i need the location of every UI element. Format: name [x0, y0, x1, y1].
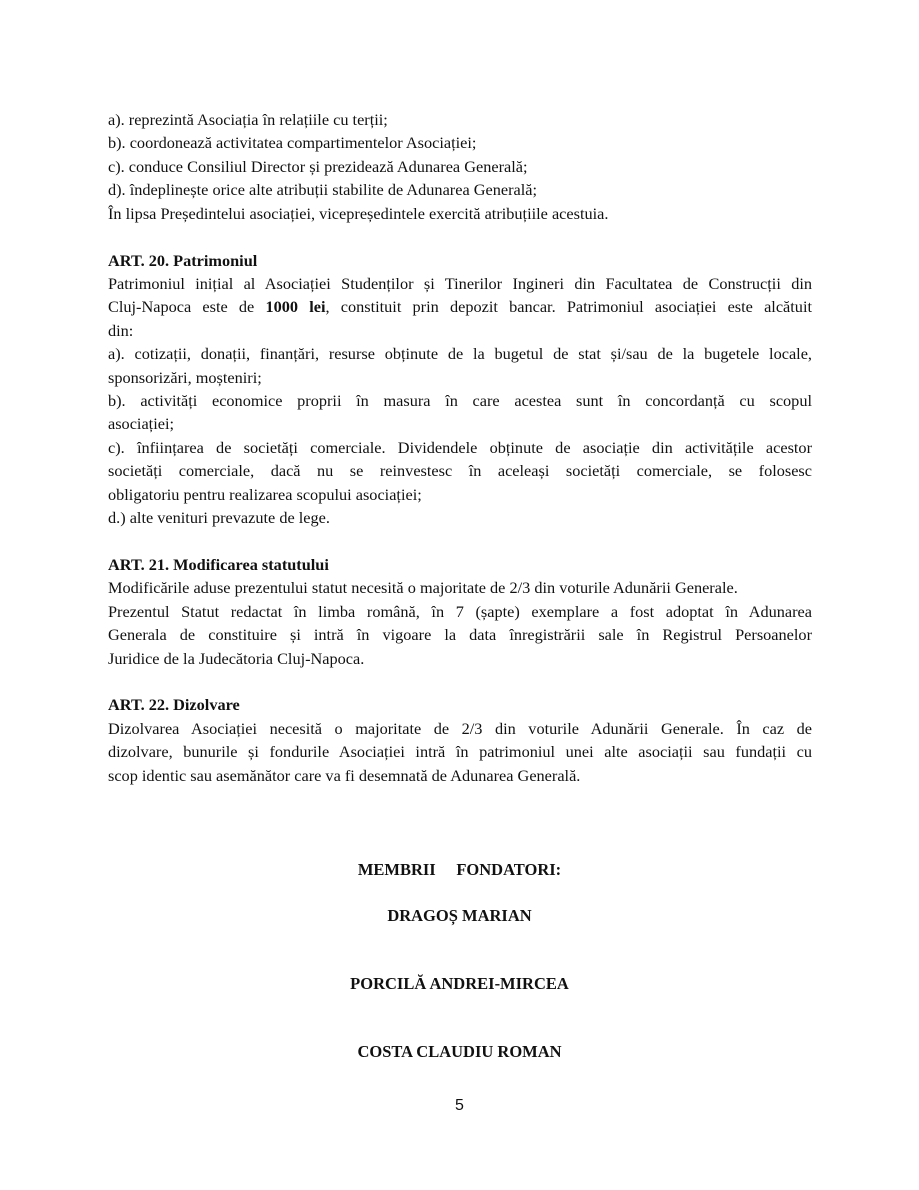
paragraph-line: Juridice de la Judecătoria Cluj-Napoca. [108, 648, 365, 668]
paragraph-line: din: [108, 320, 134, 340]
paragraph-line: Dizolvarea Asociației necesită o majoritate de 2/3 din voturile Adunării Generale. În caz de [108, 718, 812, 738]
art21-section [108, 553, 812, 670]
founders-title: MEMBRII FONDATORI: [357, 860, 562, 879]
list-item: b). activități economice proprii în masura în care acestea sunt în concordanță cu scopul [108, 390, 812, 410]
text: , constituit prin depozit bancar. Patrimoniul asociației este alcătuit [325, 297, 812, 317]
list-item: a). cotizații, donații, finanțări, resurse obținute de la bugetul de stat și/sau de la bugetele locale, [108, 344, 812, 364]
founder-name: COSTA CLAUDIU ROMAN [357, 1042, 562, 1061]
art22-section [108, 693, 812, 787]
paragraph-line: Modificările aduse prezentului statut necesită o majoritate de 2/3 din voturile Adunării Generale. [108, 578, 738, 598]
list-item: b). coordonează activitatea compartimentelor Asociației; [108, 133, 477, 153]
amount: 1000 lei [265, 297, 326, 317]
paragraph-line: În lipsa Președintelui asociației, vicepreședintele exercită atribuțiile acestuia. [108, 203, 609, 223]
founder-name: DRAGOȘ MARIAN [387, 906, 532, 925]
paragraph-line: Patrimoniul inițial al Asociației Studenților și Tinerilor Ingineri din Facultatea de Construcții din [108, 273, 812, 293]
paragraph-line: Prezentul Statut redactat în limba română, în 7 (șapte) exemplare a fost adoptat în Adunarea [108, 601, 812, 621]
section-heading: ART. 21. Modificarea statutului [108, 554, 329, 574]
list-item: c). conduce Consiliul Director și prezidează Adunarea Generală; [108, 156, 528, 176]
founder-name: PORCILĂ ANDREI-MIRCEA [350, 974, 569, 993]
list-item: sponsorizări, moșteniri; [108, 367, 262, 387]
page-number: 5 [455, 1097, 464, 1114]
list-item: asociației; [108, 414, 174, 434]
list-item: d). îndeplinește orice alte atribuții stabilite de Adunarea Generală; [108, 180, 538, 200]
art20-section [108, 249, 812, 530]
text: Cluj-Napoca este de [108, 297, 266, 317]
section-heading: ART. 22. Dizolvare [108, 695, 240, 715]
list-item: c). înființarea de societăți comerciale. Dividendele obținute de asociație din activitățile acestor [108, 437, 812, 457]
list-item: a). reprezintă Asociația în relațiile cu terții; [108, 110, 388, 129]
paragraph-line [108, 295, 812, 318]
paragraph-line: dizolvare, bunurile și fondurile Asociației intră în patrimoniul unei alte asociații sau fundații cu [108, 742, 812, 762]
list-item: obligatoriu pentru realizarea scopului asociației; [108, 484, 422, 504]
paragraph-line: scop identic sau asemănător care va fi desemnată de Adunarea Generală. [108, 765, 581, 785]
paragraph-line: Generala de constituire și intră în vigoare la data înregistrării sale în Registrul Persoanelor [108, 625, 812, 645]
list-item: d.) alte venituri prevazute de lege. [108, 508, 330, 527]
list-item: societăți comerciale, dacă nu se reinvestesc în aceleași societăți comerciale, se folosesc [108, 461, 812, 481]
section-heading: ART. 20. Patrimoniul [108, 250, 258, 270]
document-body [108, 108, 812, 787]
art19-continuation [108, 108, 812, 225]
